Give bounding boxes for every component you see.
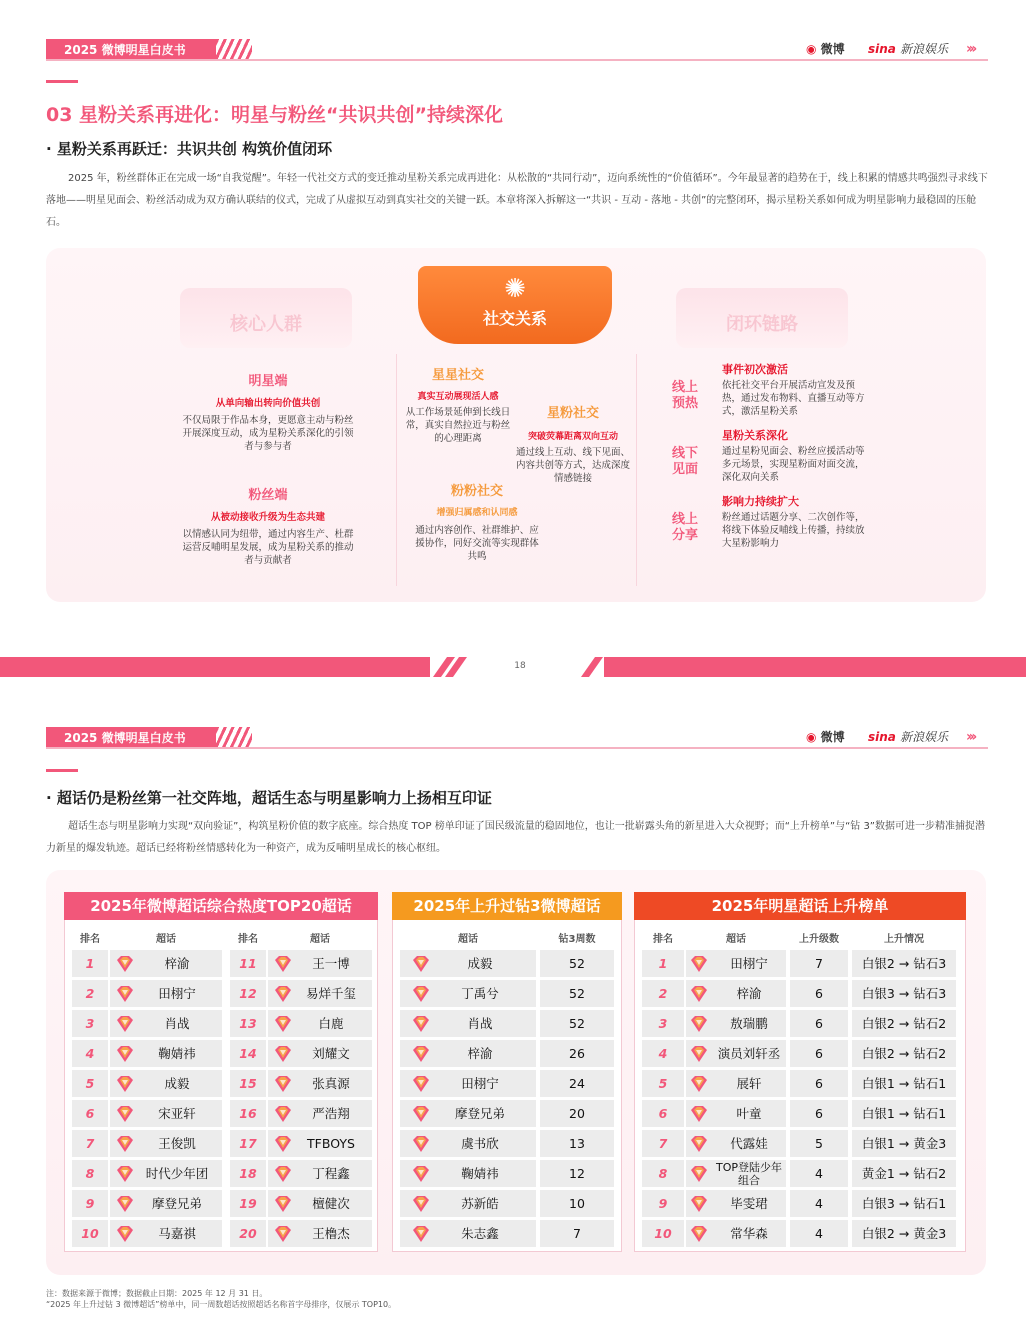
supertopic-cell: 代露娃 — [686, 1130, 786, 1157]
rise-cell: 白银2 → 钻石3 — [852, 950, 956, 977]
network-icon: ✺ — [504, 274, 526, 304]
levels-cell: 5 — [790, 1130, 848, 1157]
supertopic-gem-icon — [688, 1195, 710, 1213]
column-header: 超话 — [310, 934, 330, 945]
page-bar-right — [604, 657, 1026, 677]
rank-cell: 14 — [230, 1040, 266, 1067]
supertopic-cell: 梓渝 — [110, 950, 222, 977]
sina-logo: sina 新浪娱乐 — [868, 42, 949, 56]
supertopic-cell: 白鹿 — [268, 1010, 372, 1037]
supertopic-cell: 叶童 — [686, 1100, 786, 1127]
weeks-cell: 52 — [540, 980, 614, 1007]
page-number: 18 — [514, 661, 526, 671]
supertopic-gem-icon — [272, 985, 294, 1003]
supertopic-gem-icon — [410, 1225, 432, 1243]
levels-cell: 6 — [790, 1070, 848, 1097]
rank-cell: 8 — [642, 1160, 684, 1187]
weeks-cell: 26 — [540, 1040, 614, 1067]
column-header: 排名 — [653, 934, 673, 945]
supertopic-cell: 摩登兄弟 — [400, 1100, 536, 1127]
supertopic-cell: 王一博 — [268, 950, 372, 977]
supertopic-gem-icon — [410, 1105, 432, 1123]
supertopic-cell: 时代少年团 — [110, 1160, 222, 1187]
supertopic-gem-icon — [688, 1075, 710, 1093]
supertopic-cell: 敖瑞鹏 — [686, 1010, 786, 1037]
diamond3-title: 2025年上升过钻3微博超话 — [392, 892, 622, 920]
section-dash — [46, 80, 78, 83]
divider-2 — [636, 354, 637, 586]
levels-cell: 7 — [790, 950, 848, 977]
supertopic-cell: 梓渝 — [686, 980, 786, 1007]
col3-title: 闭环链路 — [726, 314, 798, 335]
supertopic-gem-icon — [688, 985, 710, 1003]
rank-cell: 8 — [72, 1160, 108, 1187]
supertopic-gem-icon — [272, 1105, 294, 1123]
weeks-cell: 52 — [540, 950, 614, 977]
star-social-title: 星星社交 — [431, 368, 484, 383]
supertopic-gem-icon — [272, 955, 294, 973]
supertopic-gem-icon — [688, 955, 710, 973]
column-header: 钻3周数 — [558, 934, 596, 945]
star-social-body: 从工作场景延伸到长线日常，真实自然拉近与粉丝的心理距离 — [405, 407, 511, 444]
supertopic-gem-icon — [410, 1015, 432, 1033]
levels-cell: 6 — [790, 1040, 848, 1067]
rise-cell: 白银2 → 钻石2 — [852, 1040, 956, 1067]
supertopic-cell: 王俊凯 — [110, 1130, 222, 1157]
rank-cell: 2 — [72, 980, 108, 1007]
supertopic-cell: 常华森 — [686, 1220, 786, 1247]
levels-cell: 4 — [790, 1220, 848, 1247]
intro-paragraph: 2025 年，粉丝群体正在完成一场“自我觉醒”。年轻一代社交方式的变迁推动星粉关系完成再进化：从松散的“共同行动”，迈向系统性的“价值循环”。今年最显著的趋势在于，线上积累的情感共鸣强烈寻求线下落地——明星见面会、粉丝活动成为双方确认联结的仪式，完成了从虚拟互动到真实社交的关键一跃。本章将深入拆解这一“共识 - 互动 - 落地 - 共创”的完整闭环，揭示星粉关系如何成为明星影响力最稳固的压舱石。 — [46, 173, 988, 228]
chain-step-3-title: 影响力持续扩大 — [722, 495, 799, 508]
chain-step-3-body: 粉丝通过话题分享、二次创作等，将线下体验反哺线上传播，持续放大星粉影响力 — [722, 512, 865, 549]
supertopic-gem-icon — [114, 1105, 136, 1123]
supertopic-cell: 成毅 — [400, 950, 536, 977]
header-stripes-2 — [216, 727, 252, 749]
rank-cell: 9 — [642, 1190, 684, 1217]
starfan-social-body: 通过线上互动、线下见面、内容共创等方式，达成深度情感链接 — [516, 447, 631, 484]
rank-cell: 20 — [230, 1220, 266, 1247]
chain-step-2-body: 通过星粉见面会、粉丝应援活动等多元场景，实现星粉面对面交流，深化双向关系 — [722, 446, 865, 483]
star-social-block — [402, 364, 514, 445]
supertopic-gem-icon — [410, 1075, 432, 1093]
star-side-sub: 从单向输出转向价值共创 — [215, 398, 321, 409]
rank-cell: 13 — [230, 1010, 266, 1037]
supertopic-gem-icon — [272, 1225, 294, 1243]
intro-paragraph-2: 超话生态与明星影响力实现“双向验证”，构筑星粉价值的数字底座。综合热度 TOP 榜单印证了国民级流量的稳固地位，也让一批崭露头角的新星进入大众视野；而“上升榜单”与“钻 3”数据可进一步精准捕捉潜力新星的爆发轨迹。超话已经将粉丝情感转化为一种资产，成为反哺明星成长的核心枢纽。 — [46, 821, 985, 854]
divider-1 — [396, 354, 397, 586]
supertopic-gem-icon — [688, 1045, 710, 1063]
header-line-2 — [46, 747, 988, 749]
column-header: 超话 — [726, 934, 746, 945]
supertopic-gem-icon — [410, 1195, 432, 1213]
supertopic-cell: 严浩翔 — [268, 1100, 372, 1127]
rank-cell: 10 — [72, 1220, 108, 1247]
supertopic-cell: 肖战 — [400, 1010, 536, 1037]
header-tag: 2025 微博明星白皮书 — [46, 39, 216, 61]
supertopic-cell: 鞠婧祎 — [110, 1040, 222, 1067]
supertopic-cell: 刘耀文 — [268, 1040, 372, 1067]
supertopic-cell: 摩登兄弟 — [110, 1190, 222, 1217]
rank-cell: 6 — [642, 1100, 684, 1127]
rise-cell: 白银1 → 钻石1 — [852, 1070, 956, 1097]
column-header: 上升级数 — [799, 934, 839, 945]
chain-label-3: 线上 分享 — [672, 512, 699, 543]
supertopic-gem-icon — [688, 1015, 710, 1033]
chain-step-2-title: 星粉关系深化 — [722, 429, 788, 442]
column-header: 排名 — [238, 934, 258, 945]
rise-cell: 白银3 → 钻石3 — [852, 980, 956, 1007]
subheading-2: · 超话仍是粉丝第一社交阵地，超话生态与明星影响力上扬相互印证 — [46, 789, 492, 807]
supertopic-cell: 丁程鑫 — [268, 1160, 372, 1187]
rank-cell: 7 — [72, 1130, 108, 1157]
rank-cell: 1 — [642, 950, 684, 977]
star-side-block — [180, 370, 356, 453]
supertopic-cell: 虞书欣 — [400, 1130, 536, 1157]
rise-cell: 白银1 → 钻石1 — [852, 1100, 956, 1127]
weeks-cell: 7 — [540, 1220, 614, 1247]
supertopic-cell: 王橹杰 — [268, 1220, 372, 1247]
levels-cell: 6 — [790, 1100, 848, 1127]
page-bar-slash-3 — [581, 657, 603, 677]
supertopic-gem-icon — [114, 1225, 136, 1243]
supertopic-cell: 田栩宁 — [110, 980, 222, 1007]
star-side-title: 明星端 — [248, 374, 288, 389]
column-header: 超话 — [458, 934, 478, 945]
footnote-1: 注：数据来源于微博；数据截止日期：2025 年 12 月 31 日。 — [46, 1289, 268, 1298]
rise-cell: 白银2 → 黄金3 — [852, 1220, 956, 1247]
supertopic-cell: TFBOYS — [268, 1130, 372, 1157]
supertopic-gem-icon — [114, 1015, 136, 1033]
supertopic-gem-icon — [114, 1135, 136, 1153]
social-relation-header — [418, 266, 612, 344]
rank-cell: 16 — [230, 1100, 266, 1127]
supertopic-gem-icon — [688, 1135, 710, 1153]
fanfan-social-body: 通过内容创作、社群维护、应援协作，同好交流等实现群体共鸣 — [415, 525, 539, 562]
rank-cell: 11 — [230, 950, 266, 977]
chain-step-1 — [722, 361, 866, 418]
chain-step-1-title: 事件初次激活 — [722, 363, 788, 376]
supertopic-cell: 宋亚轩 — [110, 1100, 222, 1127]
weeks-cell: 13 — [540, 1130, 614, 1157]
col1-title: 核心人群 — [230, 314, 302, 335]
supertopic-gem-icon — [272, 1015, 294, 1033]
weibo-logo-2: ◉ 微博 — [806, 730, 845, 744]
header-line — [46, 59, 988, 61]
supertopic-gem-icon — [114, 985, 136, 1003]
column-header: 上升情况 — [884, 934, 924, 945]
levels-cell: 6 — [790, 1010, 848, 1037]
supertopic-gem-icon — [688, 1105, 710, 1123]
levels-cell: 4 — [790, 1160, 848, 1187]
levels-cell: 6 — [790, 980, 848, 1007]
supertopic-gem-icon — [272, 1195, 294, 1213]
column-header: 排名 — [80, 934, 100, 945]
supertopic-cell: 马嘉祺 — [110, 1220, 222, 1247]
chevrons-icon: ››› — [966, 41, 975, 57]
supertopic-cell: 肖战 — [110, 1010, 222, 1037]
rise-cell: 白银3 → 钻石1 — [852, 1190, 956, 1217]
fan-side-block — [180, 484, 356, 567]
weeks-cell: 12 — [540, 1160, 614, 1187]
weeks-cell: 52 — [540, 1010, 614, 1037]
fanfan-social-block — [414, 480, 540, 563]
rank-cell: 17 — [230, 1130, 266, 1157]
supertopic-gem-icon — [114, 955, 136, 973]
rise-cell: 白银2 → 钻石2 — [852, 1010, 956, 1037]
fan-side-sub: 从被动接收升级为生态共建 — [210, 512, 325, 523]
rank-cell: 5 — [642, 1070, 684, 1097]
supertopic-cell: 演员刘轩丞 — [686, 1040, 786, 1067]
supertopic-gem-icon — [114, 1165, 136, 1183]
rise-cell: 黄金1 → 钻石2 — [852, 1160, 956, 1187]
rank-cell: 3 — [72, 1010, 108, 1037]
weeks-cell: 24 — [540, 1070, 614, 1097]
chevrons-icon-2: ››› — [966, 729, 975, 745]
supertopic-gem-icon — [410, 1045, 432, 1063]
page-bar-left — [0, 657, 430, 677]
rank-cell: 12 — [230, 980, 266, 1007]
col2-title: 社交关系 — [482, 309, 547, 328]
rank-cell: 10 — [642, 1220, 684, 1247]
section-dash-2 — [46, 769, 78, 772]
weibo-logo: ◉ 微博 — [806, 42, 845, 56]
supertopic-cell: 丁禹兮 — [400, 980, 536, 1007]
rank-cell: 6 — [72, 1100, 108, 1127]
chain-label-2: 线下 见面 — [672, 446, 699, 477]
supertopic-cell: 鞠婧祎 — [400, 1160, 536, 1187]
rise-cell: 白银1 → 黄金3 — [852, 1130, 956, 1157]
fan-side-body: 以情感认同为纽带，通过内容生产、杜群运营反哺明星发展，成为星粉关系的推动者与贡献者 — [182, 529, 354, 566]
star-side-body: 不仅局限于作品本身，更愿意主动与粉丝开展深度互动，成为星粉关系深化的引领者与参与者 — [182, 415, 354, 452]
supertopic-gem-icon — [272, 1075, 294, 1093]
supertopic-cell: 苏新皓 — [400, 1190, 536, 1217]
column-header: 超话 — [156, 934, 176, 945]
fanfan-social-sub: 增强归属感和认同感 — [436, 508, 518, 518]
supertopic-gem-icon — [688, 1225, 710, 1243]
supertopic-gem-icon — [410, 1135, 432, 1153]
sina-logo-2: sina 新浪娱乐 — [868, 730, 949, 744]
supertopic-cell: 田栩宁 — [686, 950, 786, 977]
supertopic-gem-icon — [272, 1045, 294, 1063]
chain-label-1: 线上 预热 — [672, 380, 699, 411]
rank-cell: 19 — [230, 1190, 266, 1217]
levels-cell: 4 — [790, 1190, 848, 1217]
rank-cell: 9 — [72, 1190, 108, 1217]
starfan-social-block — [516, 402, 630, 485]
supertopic-cell: 毕雯珺 — [686, 1190, 786, 1217]
rank-cell: 7 — [642, 1130, 684, 1157]
rising-title: 2025年明星超话上升榜单 — [634, 892, 966, 920]
supertopic-cell: 成毅 — [110, 1070, 222, 1097]
supertopic-cell: 檀健次 — [268, 1190, 372, 1217]
rank-cell: 4 — [72, 1040, 108, 1067]
rank-cell: 3 — [642, 1010, 684, 1037]
supertopic-cell: TOP登陆少年组合 — [686, 1160, 786, 1187]
chain-step-1-body: 依托社交平台开展活动宣发及预热，通过发布物料、直播互动等方式，激活星粉关系 — [722, 380, 865, 417]
fanfan-social-title: 粉粉社交 — [450, 484, 503, 499]
rank-cell: 18 — [230, 1160, 266, 1187]
supertopic-gem-icon — [410, 1165, 432, 1183]
supertopic-gem-icon — [114, 1045, 136, 1063]
rank-cell: 2 — [642, 980, 684, 1007]
supertopic-gem-icon — [114, 1195, 136, 1213]
fan-side-title: 粉丝端 — [248, 488, 288, 503]
supertopic-cell: 梓渝 — [400, 1040, 536, 1067]
supertopic-cell: 朱志鑫 — [400, 1220, 536, 1247]
supertopic-cell: 展轩 — [686, 1070, 786, 1097]
section-title: 03 星粉关系再进化：明星与粉丝“共识共创”持续深化 — [46, 104, 504, 126]
supertopic-cell: 易烊千玺 — [268, 980, 372, 1007]
chain-step-3 — [722, 493, 866, 550]
header-stripes — [216, 39, 252, 61]
weeks-cell: 20 — [540, 1100, 614, 1127]
supertopic-cell: 田栩宁 — [400, 1070, 536, 1097]
rank-cell: 1 — [72, 950, 108, 977]
subheading: · 星粉关系再跃迁：共识共创 构筑价值闭环 — [46, 140, 333, 158]
supertopic-gem-icon — [272, 1165, 294, 1183]
chain-step-2 — [722, 427, 866, 484]
rank-cell: 15 — [230, 1070, 266, 1097]
footnote-2: “2025 年上升过钻 3 微博超话”榜单中，同一周数超话按照超话名称首字母排序，仅展示 TOP10。 — [46, 1300, 397, 1309]
supertopic-gem-icon — [410, 985, 432, 1003]
supertopic-gem-icon — [114, 1075, 136, 1093]
supertopic-cell: 张真源 — [268, 1070, 372, 1097]
weeks-cell: 10 — [540, 1190, 614, 1217]
star-social-sub: 真实互动展现活人感 — [417, 392, 499, 402]
top20-title: 2025年微博超话综合热度TOP20超话 — [64, 892, 378, 920]
rank-cell: 5 — [72, 1070, 108, 1097]
supertopic-gem-icon — [410, 955, 432, 973]
starfan-social-title: 星粉社交 — [546, 406, 599, 421]
supertopic-gem-icon — [688, 1165, 710, 1183]
rank-cell: 4 — [642, 1040, 684, 1067]
supertopic-gem-icon — [272, 1135, 294, 1153]
header-tag-2: 2025 微博明星白皮书 — [46, 727, 216, 749]
starfan-social-sub: 突破荧幕距离双向互动 — [527, 432, 618, 442]
